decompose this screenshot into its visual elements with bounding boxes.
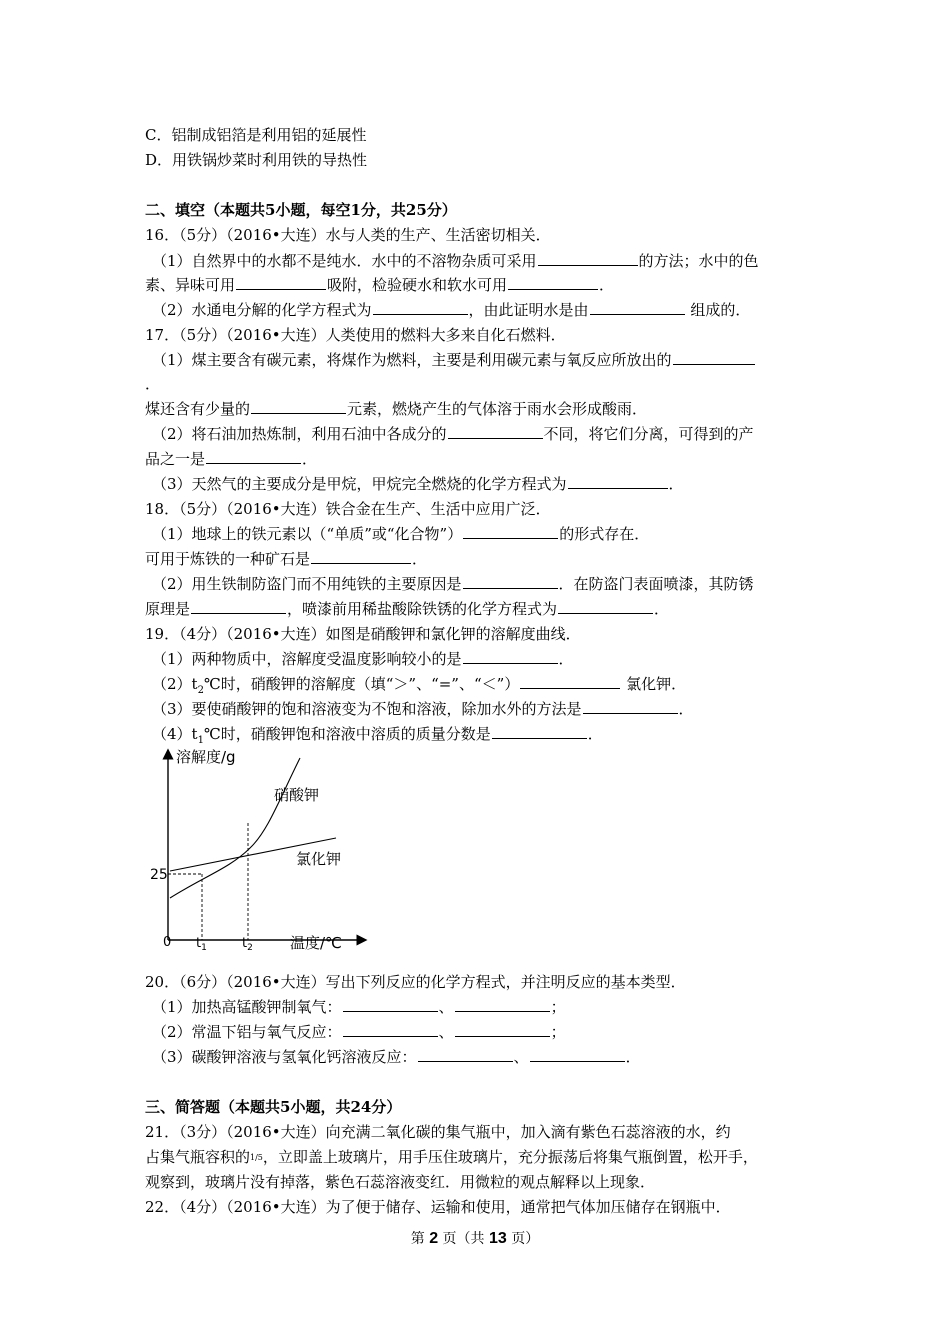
origin-label: 0 — [163, 935, 172, 950]
series-kno3-curve — [170, 758, 300, 898]
answer-blank[interactable] — [311, 548, 411, 564]
answer-blank[interactable] — [251, 398, 346, 414]
answer-blank[interactable] — [455, 1021, 550, 1037]
x-axis-label: 温度/℃ — [290, 934, 342, 952]
q18-part2-line1: （2）用生铁制防盗门而不用纯铁的主要原因是 ．在防盗门表面喷漆，其防锈 — [152, 575, 754, 593]
question-17: 17．（5分）（2016•大连）人类使用的燃料大多来自化石燃料． — [145, 326, 566, 344]
answer-blank[interactable] — [236, 274, 326, 290]
answer-blank[interactable] — [673, 349, 755, 365]
q17-part1-dot: ． — [145, 375, 161, 393]
question-21-line3: 观察到，玻璃片没有掉落，紫色石蕊溶液变红．用微粒的观点解释以上现象． — [145, 1173, 656, 1191]
q18-part1-line1: （1）地球上的铁元素以（“单质”或“化合物”） 的形式存在． — [152, 525, 650, 543]
page-number: 2 — [429, 1230, 439, 1247]
answer-blank[interactable] — [463, 648, 558, 664]
legend-kno3: 硝酸钾 — [274, 786, 320, 804]
q16-part2: （2）水通电分解的化学方程式为 ，由此证明水是由 组成的． — [152, 301, 751, 319]
answer-blank[interactable] — [520, 673, 620, 689]
answer-blank[interactable] — [455, 996, 550, 1012]
q17-part3: （3）天然气的主要成分是甲烷，甲烷完全燃烧的化学方程式为 ． — [152, 475, 684, 493]
question-22: 22．（4分）（2016•大连）为了便于储存、运输和使用，通常把气体加压储存在钢瓶中． — [145, 1198, 731, 1216]
question-21-line1: 21．（3分）（2016•大连）向充满二氧化碳的集气瓶中，加入滴有紫色石蕊溶液的水，约 — [145, 1123, 731, 1141]
q16-part1-line2: 素、异味可用 吸附，检验硬水和软水可用 ． — [145, 276, 615, 294]
answer-blank[interactable] — [583, 698, 678, 714]
answer-blank[interactable] — [590, 299, 685, 315]
section-3-heading: 三、简答题（本题共5小题，共24分） — [145, 1098, 402, 1116]
legend-kcl: 氯化钾 — [296, 850, 342, 868]
x-tick-t2: $t_2$ — [242, 936, 253, 953]
q19-part1: （1）两种物质中，溶解度受温度影响较小的是 ． — [152, 650, 574, 668]
answer-blank[interactable] — [448, 423, 543, 439]
q17-part2-line2: 品之一是 ． — [145, 450, 318, 468]
answer-blank[interactable] — [558, 598, 653, 614]
page-total: 13 — [489, 1230, 507, 1247]
q20-part2: （2）常温下铝与氧气反应： 、 ； — [152, 1023, 566, 1041]
q17-part1-line2: 煤还含有少量的 元素，燃烧产生的气体溶于雨水会形成酸雨． — [145, 400, 648, 418]
answer-blank[interactable] — [191, 598, 286, 614]
q18-part1-line2: 可用于炼铁的一种矿石是 ． — [145, 550, 428, 568]
q20-part3: （3）碳酸钾溶液与氢氧化钙溶液反应： 、 ． — [152, 1048, 641, 1066]
answer-blank[interactable] — [463, 523, 558, 539]
q20-part1: （1）加热高锰酸钾制氧气： 、 ； — [152, 998, 566, 1016]
answer-blank[interactable] — [343, 996, 438, 1012]
question-18: 18．（5分）（2016•大连）铁合金在生产、生活中应用广泛． — [145, 500, 551, 518]
answer-blank[interactable] — [492, 723, 587, 739]
y-tick-25: 25 — [150, 867, 168, 883]
q19-part4: $(4)t_1℃$时，硝酸钾饱和溶液中溶质的质量分数是 ． — [152, 725, 603, 746]
solubility-chart — [150, 748, 370, 958]
section-2-heading: 二、填空（本题共5小题，每空1分，共25分） — [145, 201, 457, 219]
q19-part2: $(2)t_2℃$时，硝酸钾的溶解度（填“＞”、“=”、“＜”） 氯化钾． — [152, 675, 687, 696]
answer-blank[interactable] — [463, 573, 558, 589]
option-c: C．铝制成铝箔是利用铝的延展性 — [145, 126, 367, 144]
answer-blank[interactable] — [418, 1046, 513, 1062]
question-16: 16．（5分）（2016•大连）水与人类的生产、生活密切相关． — [145, 226, 551, 244]
fraction-one-fifth: 1/5 — [250, 1153, 263, 1162]
question-19: 19．（4分）（2016•大连）如图是硝酸钾和氯化钾的溶解度曲线． — [145, 625, 581, 643]
answer-blank[interactable] — [530, 1046, 625, 1062]
answer-blank[interactable] — [508, 274, 598, 290]
y-axis-label: 溶解度/g — [176, 748, 236, 766]
question-21-line2: 占集气瓶容积的1/5，立即盖上玻璃片，用手压住玻璃片，充分振荡后将集气瓶倒置，松开手， — [145, 1148, 758, 1166]
q16-part1-line1: （1）自然界中的水都不是纯水．水中的不溶物杂质可采用 的方法；水中的色 — [152, 252, 759, 270]
q17-part1-line1: （1）煤主要含有碳元素，将煤作为燃料，主要是利用碳元素与氧反应所放出的 — [152, 348, 817, 372]
q17-part2-line1: （2）将石油加热炼制，利用石油中各成分的 不同，将它们分离，可得到的产 — [152, 425, 754, 443]
q19-part3: （3）要使硝酸钾的饱和溶液变为不饱和溶液，除加水外的方法是 ． — [152, 700, 694, 718]
question-20: 20．（6分）（2016•大连）写出下列反应的化学方程式，并注明反应的基本类型． — [145, 973, 686, 991]
page-footer: 第 2 页（共 13 页） — [410, 1230, 540, 1247]
q18-part2-line2: 原理是 ，喷漆前用稀盐酸除铁锈的化学方程式为 ． — [145, 600, 670, 618]
answer-blank[interactable] — [568, 473, 668, 489]
answer-blank[interactable] — [343, 1021, 438, 1037]
x-tick-t1: $t_1$ — [196, 936, 207, 953]
answer-blank[interactable] — [206, 448, 301, 464]
answer-blank[interactable] — [373, 299, 468, 315]
answer-blank[interactable] — [538, 250, 638, 266]
option-d: D．用铁锅炒菜时利用铁的导热性 — [145, 151, 368, 169]
